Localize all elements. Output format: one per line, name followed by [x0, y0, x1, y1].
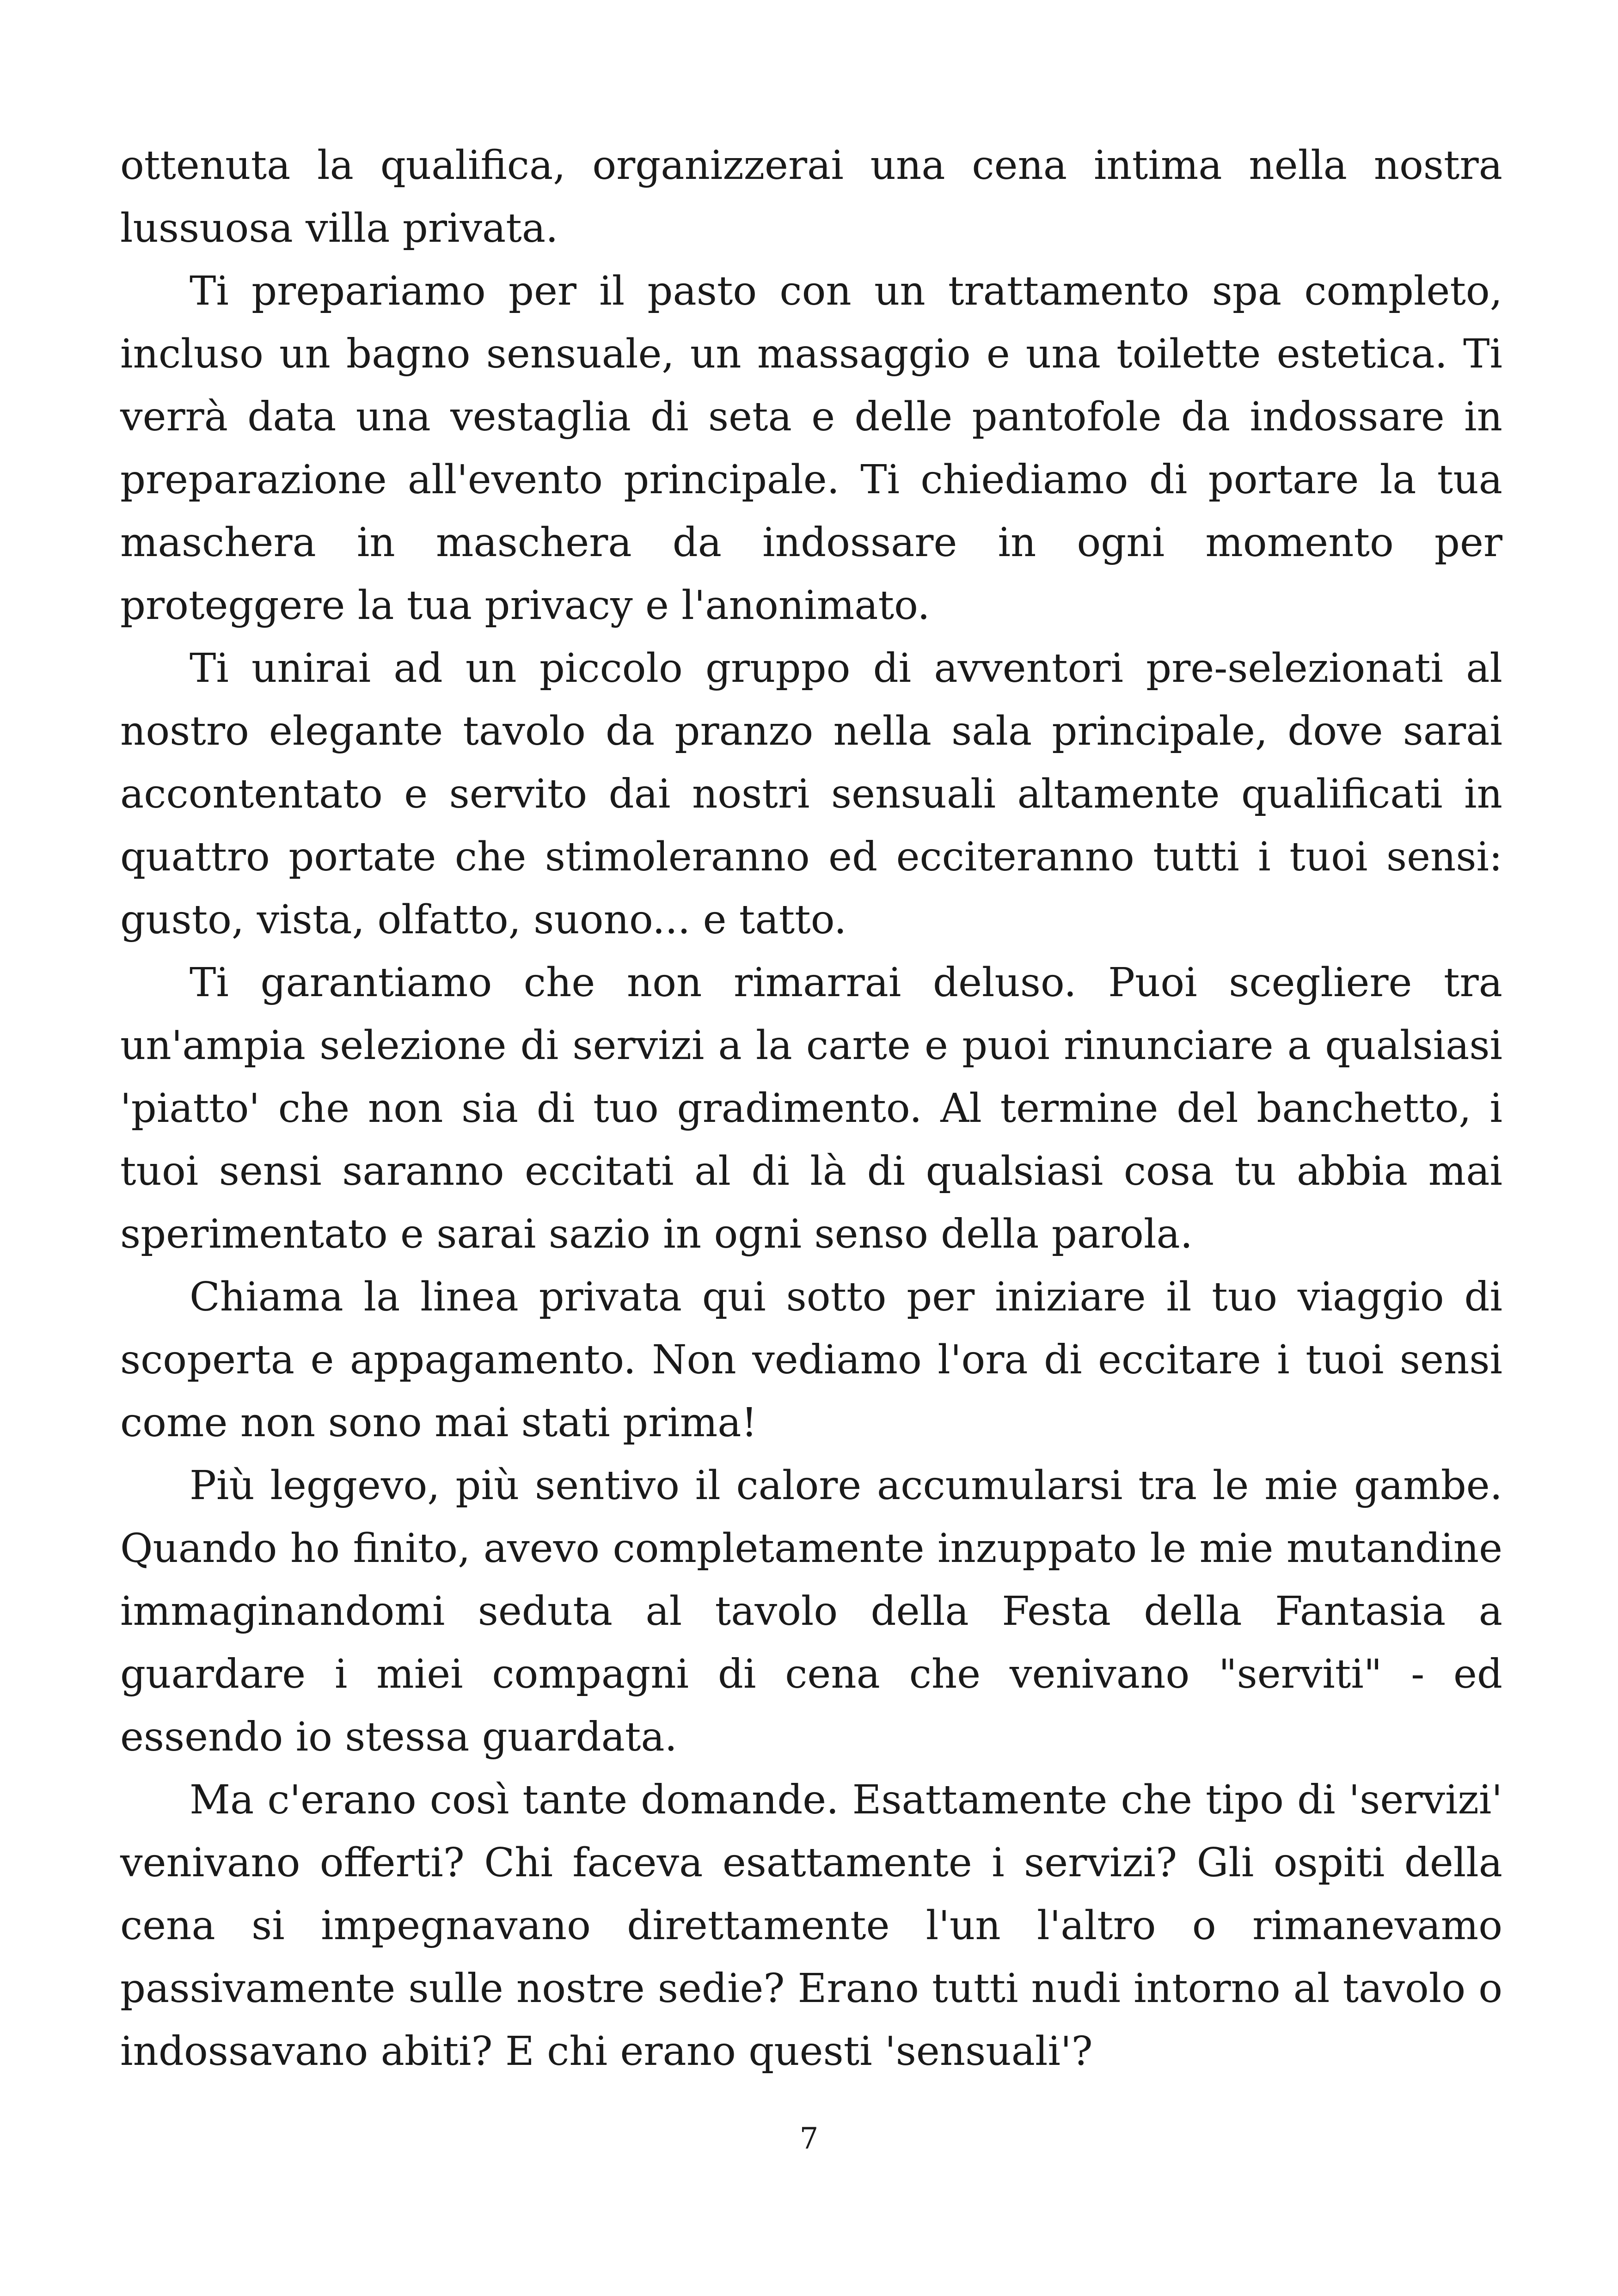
paragraph-6: Più leggevo, più sentivo il calore accumularsi tra le mie gambe. Quando ho finito, avevo completamente inzuppato le mie mutandine immaginandomi seduta al tavolo della Festa della Fantasia a guardare i miei compagni di cena che venivano "serviti" - ed essendo io stessa guardata.	[120, 1463, 1502, 1760]
paragraph-3: Ti unirai ad un piccolo gruppo di avventori pre-selezionati al nostro elegante tavolo da pranzo nella sala principale, dove sarai accontentato e servito dai nostri sensuali altamente qualificati in quattro portate che stimoleranno ed ecciteranno tutti i tuoi sensi: gusto, vista, olfatto, suono... e tatto.	[120, 645, 1502, 943]
paragraph-1: ottenuta la qualifica, organizzerai una cena intima nella nostra lussuosa villa privata.	[120, 142, 1502, 251]
paragraph-7: Ma c'erano così tante domande. Esattamente che tipo di 'servizi' venivano offerti? Chi faceva esattamente i servizi? Gli ospiti della cena si impegnavano direttamente l'un l'altro o rimanevamo passivamente sulle nostre sedie? Erano tutti nudi intorno al tavolo o indossavano abiti? E chi erano questi 'sensuali'?	[120, 1777, 1502, 2075]
paragraph-2: Ti prepariamo per il pasto con un trattamento spa completo, incluso un bagno sensuale, un massaggio e una toilette estetica. Ti verrà data una vestaglia di seta e delle pantofole da indossare in preparazione all'evento principale. Ti chiediamo di portare la tua maschera in maschera da indossare in ogni momento per proteggere la tua privacy e l'anonimato.	[120, 268, 1502, 629]
paragraph-5: Chiama la linea privata qui sotto per iniziare il tuo viaggio di scoperta e appagamento. Non vediamo l'ora di eccitare i tuoi sensi come non sono mai stati prima!	[120, 1274, 1502, 1446]
body-text	[120, 134, 1502, 2083]
page-number: 7	[799, 2122, 819, 2156]
paragraph-4: Ti garantiamo che non rimarrai deluso. Puoi scegliere tra un'ampia selezione di servizi a la carte e puoi rinunciare a qualsiasi 'piatto' che non sia di tuo gradimento. Al termine del banchetto, i tuoi sensi saranno eccitati al di là di qualsiasi cosa tu abbia mai sperimentato e sarai sazio in ogni senso della parola.	[120, 960, 1502, 1257]
